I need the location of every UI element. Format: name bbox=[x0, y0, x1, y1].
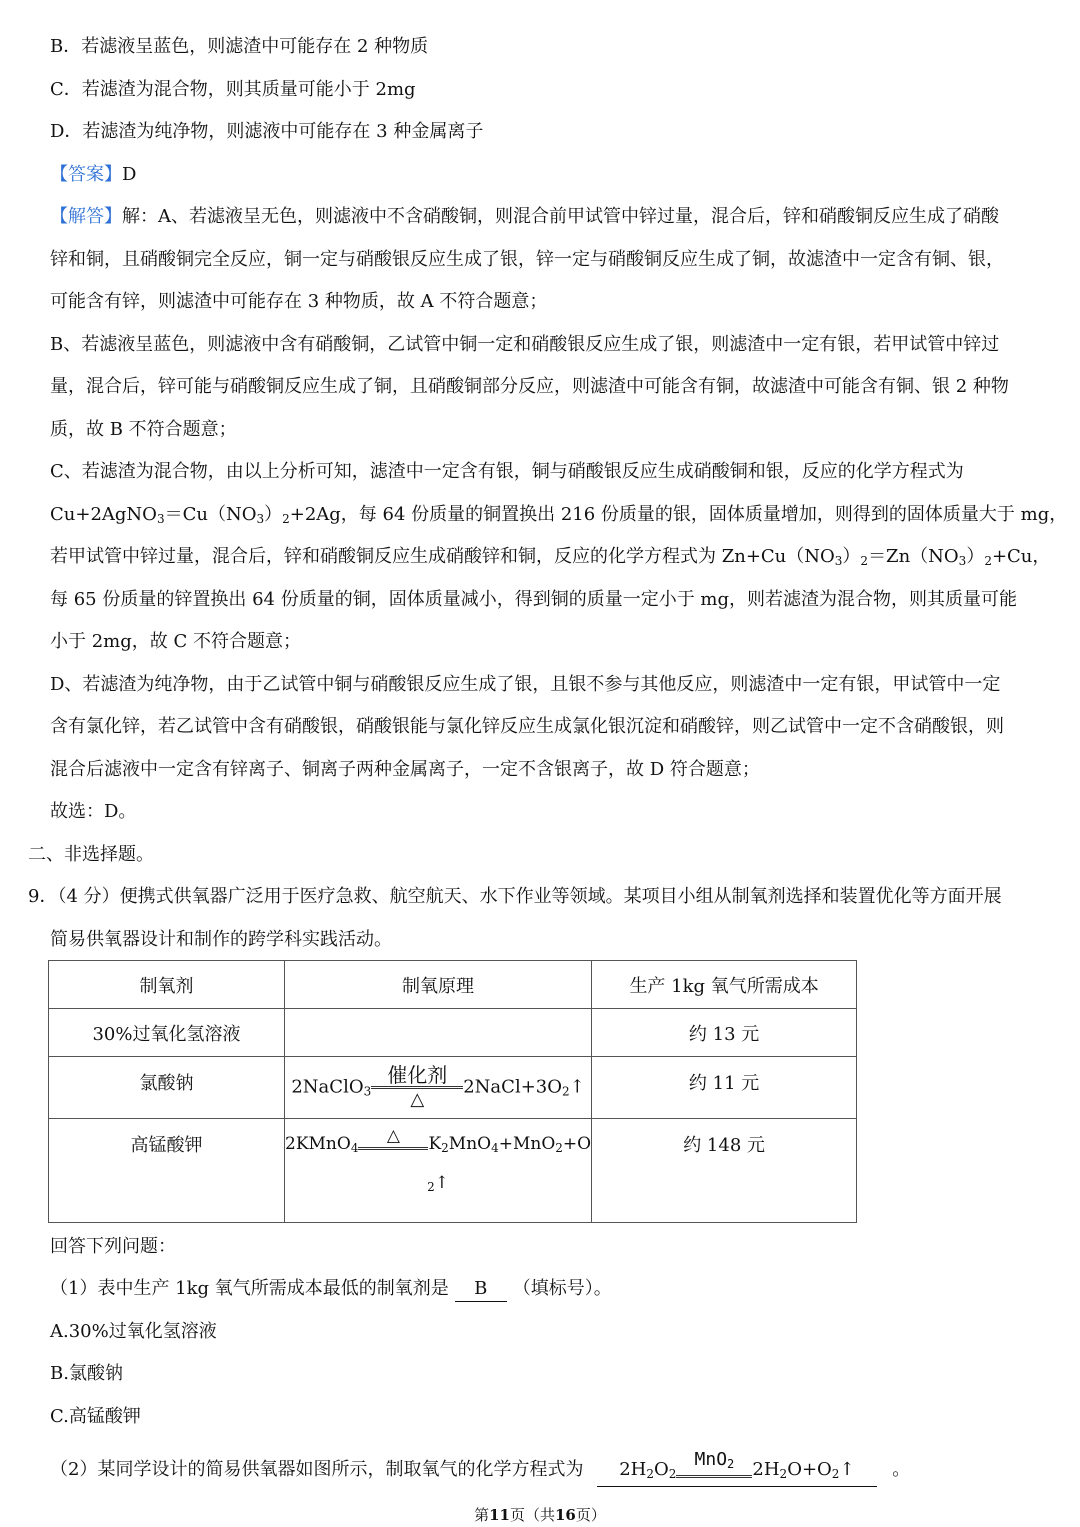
subquestion-2: （2）某同学设计的简易供氧器如图所示，制取氧气的化学方程式为 $2H_2O_2$ MnO$_2$ $2H_2O+O_2↑$ 。 bbox=[50, 1448, 910, 1492]
table-row bbox=[49, 1119, 857, 1223]
analysis-line-4: B、若滤液呈蓝色，则滤液中含有硝酸铜，乙试管中铜一定和硝酸银反应生成了银，则滤渣中一定有银，若甲试管中锌过 bbox=[50, 334, 1000, 355]
reaction-condition: △ bbox=[358, 1125, 428, 1150]
table-cell-principle bbox=[285, 1009, 592, 1057]
section-title: 二、非选择题。 bbox=[28, 844, 154, 865]
reaction-condition: MnO$_2$ bbox=[676, 1449, 752, 1478]
page-footer: 第11页（共16页） bbox=[474, 1506, 606, 1524]
analysis-eq-line-2: 若甲试管中锌过量，混合后，锌和硝酸铜反应生成硝酸锌和铜，反应的化学方程式为 $Zn+Cu(NO_3)_2=Zn(NO_3)_2+Cu$， bbox=[50, 546, 1051, 568]
table-cell-principle: 2NaClO$_3$ $\frac{\text{催化剂}}{\triangle}$ $2NaCl+3O_2↑$ bbox=[285, 1057, 592, 1119]
reaction-condition: $\frac{\text{催化剂}}{\triangle}$ bbox=[371, 1064, 463, 1111]
table-header-cost: 生产 1kg 氧气所需成本 bbox=[592, 961, 857, 1009]
analysis-line-7: C、若滤渣为混合物，由以上分析可知，滤渣中一定含有银，铜与硝酸银反应生成硝酸铜和银，反应的化学方程式为 bbox=[50, 461, 964, 482]
analysis-line-6: 质，故 B 不符合题意； bbox=[50, 419, 237, 440]
option-d: D．若滤渣为纯净物，则滤液中可能存在 3 种金属离子 bbox=[50, 121, 484, 142]
answer-line bbox=[50, 163, 136, 187]
table-cell-agent: 高锰酸钾 bbox=[49, 1119, 285, 1223]
oxygen-table bbox=[48, 960, 857, 1223]
analysis-line-5: 量，混合后，锌可能与硝酸铜反应生成了铜，且硝酸铜部分反应，则滤渣中可能含有铜，故滤渣中可能含有铜、银 2 种物 bbox=[50, 376, 1009, 397]
answer-tag: 【答案】 bbox=[50, 164, 122, 185]
analysis-line-1 bbox=[50, 205, 999, 229]
table-row bbox=[49, 1009, 857, 1057]
analysis-text-1: 解：A、若滤液呈无色，则滤液中不含硝酸铜，则混合前甲试管中锌过量，混合后，锌和硝酸铜反应生成了硝酸 bbox=[122, 206, 999, 227]
answer-blank-equation: $2H_2O_2$ MnO$_2$ $2H_2O+O_2↑$ bbox=[597, 1449, 876, 1487]
table-header-agent: 制氧剂 bbox=[49, 961, 285, 1009]
analysis-tag: 【解答】 bbox=[50, 206, 122, 227]
analysis-line-3: 可能含有锌，则滤渣中可能存在 3 种物质，故 A 不符合题意； bbox=[50, 291, 548, 312]
table-cell-agent: 氯酸钠 bbox=[49, 1057, 285, 1119]
table-cell-principle: 2KMnO$_4$ △ $K_2MnO_4+MnO_2+O$ $_2$↑ bbox=[285, 1119, 592, 1223]
table-header-row bbox=[49, 961, 857, 1009]
q1-option-a: A.30%过氧化氢溶液 bbox=[50, 1321, 217, 1342]
question-9-line-2: 简易供氧器设计和制作的跨学科实践活动。 bbox=[50, 929, 392, 950]
option-b: B．若滤液呈蓝色，则滤渣中可能存在 2 种物质 bbox=[50, 36, 429, 57]
analysis-line-2: 锌和铜，且硝酸铜完全反应，铜一定与硝酸银反应生成了银，锌一定与硝酸铜反应生成了铜，故滤渣中一定含有铜、银， bbox=[50, 249, 1004, 270]
analysis-eq-line-1: $Cu+2AgNO_3=Cu(NO_3)_2+2Ag$，每 64 份质量的铜置换出 216 份质量的银，固体质量增加，则得到的固体质量大于 mg， bbox=[50, 504, 1068, 526]
analysis-line-13: 含有氯化锌，若乙试管中含有硝酸银，硝酸银能与氯化锌反应生成氯化银沉淀和硝酸锌，则乙试管中一定不含硝酸银，则 bbox=[50, 716, 1004, 737]
subquestion-1: （1）表中生产 1kg 氧气所需成本最低的制氧剂是 B （填标号）。 bbox=[50, 1277, 612, 1302]
q1-option-c: C.高锰酸钾 bbox=[50, 1406, 141, 1427]
option-c: C．若滤渣为混合物，则其质量可能小于 2mg bbox=[50, 79, 416, 100]
table-row bbox=[49, 1057, 857, 1119]
table-header-principle: 制氧原理 bbox=[285, 961, 592, 1009]
table-cell-agent: 30%过氧化氢溶液 bbox=[49, 1009, 285, 1057]
analysis-line-11: 小于 2mg，故 C 不符合题意； bbox=[50, 631, 301, 652]
table-cell-cost: 约 13 元 bbox=[592, 1009, 857, 1057]
prompt-text: 回答下列问题： bbox=[50, 1236, 176, 1257]
analysis-line-14: 混合后滤液中一定含有锌离子、铜离子两种金属离子，一定不含银离子，故 D 符合题意； bbox=[50, 759, 760, 780]
answer-blank: B bbox=[455, 1277, 507, 1302]
table-cell-cost: 约 148 元 bbox=[592, 1119, 857, 1223]
analysis-line-12: D、若滤渣为纯净物，由于乙试管中铜与硝酸银反应生成了银，且银不参与其他反应，则滤渣中一定有银，甲试管中一定 bbox=[50, 674, 1001, 695]
analysis-line-10: 每 65 份质量的锌置换出 64 份质量的铜，固体质量减小，得到铜的质量一定小于 mg，则若滤渣为混合物，则其质量可能 bbox=[50, 589, 1018, 610]
q1-option-b: B.氯酸钠 bbox=[50, 1363, 123, 1384]
analysis-line-15: 故选：D。 bbox=[50, 801, 137, 822]
table-cell-cost: 约 11 元 bbox=[592, 1057, 857, 1119]
question-9-line-1: 9．（4 分）便携式供氧器广泛用于医疗急救、航空航天、水下作业等领域。某项目小组从制氧剂选择和装置优化等方面开展 bbox=[28, 886, 1002, 907]
answer-value: D bbox=[122, 164, 137, 185]
